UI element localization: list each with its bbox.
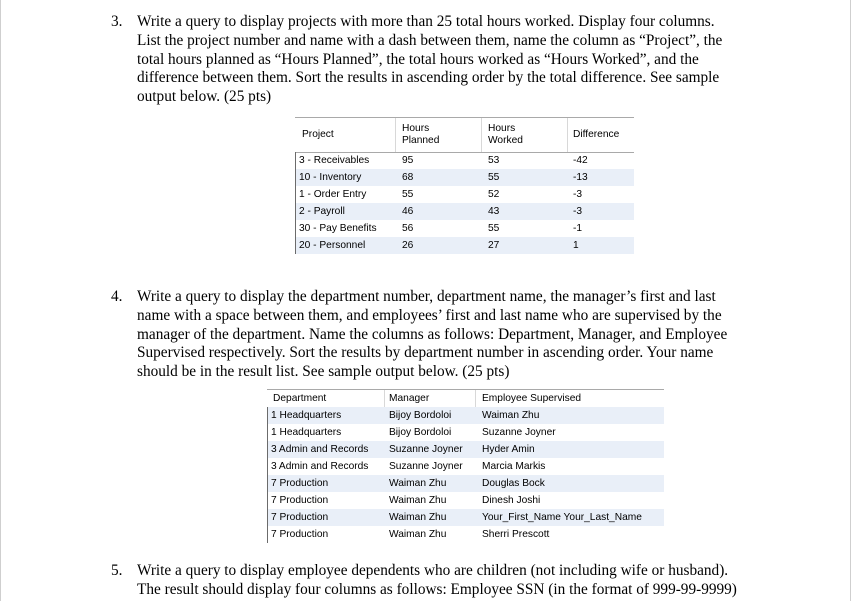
cell-project: 20 - Personnel xyxy=(299,240,366,251)
cell-employee-supervised: Your_First_Name Your_Last_Name xyxy=(482,512,642,523)
cell-project: 3 - Receivables xyxy=(299,155,370,166)
cell-department: 1 Headquarters xyxy=(271,410,342,421)
cell-hours-worked: 52 xyxy=(488,189,500,200)
cell-employee-supervised: Hyder Amin xyxy=(482,444,535,455)
table-row xyxy=(295,203,634,220)
question-line: Supervised respectively. Sort the results by department number in ascending order. Your name xyxy=(137,344,714,362)
column-divider xyxy=(475,390,476,407)
column-divider xyxy=(395,118,396,152)
question-line: List the project number and name with a dash between them, name the column as “Project”, the xyxy=(137,31,723,49)
table-row xyxy=(267,424,664,441)
table-row xyxy=(267,526,664,543)
cell-department: 7 Production xyxy=(271,495,329,506)
column-divider xyxy=(567,118,568,152)
cell-hours-worked: 53 xyxy=(488,155,500,166)
cell-employee-supervised: Douglas Bock xyxy=(482,478,545,489)
question-line: name with a space between them, and employees’ first and last name who are supervised by the xyxy=(137,306,722,324)
cell-manager: Waiman Zhu xyxy=(389,495,447,506)
cell-manager: Bijoy Bordoloi xyxy=(389,427,452,438)
cell-difference: -3 xyxy=(573,206,583,217)
cell-hours-planned: 95 xyxy=(402,155,414,166)
table-row xyxy=(295,220,634,237)
table-row xyxy=(295,169,634,186)
cell-employee-supervised: Suzanne Joyner xyxy=(482,427,556,438)
cell-department: 7 Production xyxy=(271,529,329,540)
question-number: 4. xyxy=(111,288,123,305)
cell-department: 3 Admin and Records xyxy=(271,461,369,472)
table-row xyxy=(295,152,634,169)
column-header-project: Project xyxy=(302,129,334,140)
cell-manager: Suzanne Joyner xyxy=(389,461,463,472)
table-row xyxy=(267,458,664,475)
question-line: total hours planned as “Hours Planned”, the total hours worked as “Hours Worked”, and the xyxy=(137,50,699,68)
question-line: Write a query to display the department number, department name, the manager’s first and last xyxy=(137,288,716,305)
question-text xyxy=(137,13,722,107)
cell-manager: Suzanne Joyner xyxy=(389,444,463,455)
cell-department: 1 Headquarters xyxy=(271,427,342,438)
cell-hours-worked: 43 xyxy=(488,206,500,217)
cell-project: 2 - Payroll xyxy=(299,206,345,217)
cell-employee-supervised: Dinesh Joshi xyxy=(482,495,541,506)
column-header-department: Department xyxy=(273,392,327,404)
question-line: The result should display four columns as follows: Employee SSN (in the format of 999-99-9999) xyxy=(137,580,737,598)
question-line: difference between them. Sort the results in ascending order by the total difference. See sample xyxy=(137,69,720,87)
cell-project: 30 - Pay Benefits xyxy=(299,223,377,234)
table-row xyxy=(295,186,634,203)
cell-department: 3 Admin and Records xyxy=(271,444,369,455)
column-divider xyxy=(384,390,385,407)
cell-difference: -3 xyxy=(573,189,583,200)
row-selector-bar xyxy=(295,152,296,254)
question-line: output below. (25 pts) xyxy=(137,88,272,106)
cell-employee-supervised: Sherri Prescott xyxy=(482,529,550,540)
question-line: manager of the department. Name the columns as follows: Department, Manager, and Employee xyxy=(137,325,728,343)
cell-hours-worked: 55 xyxy=(488,223,500,234)
cell-employee-supervised: Marcia Markis xyxy=(482,461,546,472)
cell-project: 1 - Order Entry xyxy=(299,189,367,200)
column-divider xyxy=(481,118,482,152)
cell-department: 7 Production xyxy=(271,512,329,523)
question-line: Write a query to display employee dependents who are children (not including wife or husband). xyxy=(137,562,729,579)
cell-manager: Waiman Zhu xyxy=(389,512,447,523)
row-selector-bar xyxy=(267,407,268,543)
column-header-manager: Manager xyxy=(389,392,430,404)
table-row xyxy=(267,492,664,509)
cell-hours-planned: 46 xyxy=(402,206,414,217)
sample-output-grid-projects xyxy=(295,117,634,263)
question-line: Write a query to display projects with more than 25 total hours worked. Display four columns. xyxy=(137,13,715,30)
table-row xyxy=(267,509,664,526)
table-row xyxy=(267,475,664,492)
cell-employee-supervised: Waiman Zhu xyxy=(482,410,540,421)
cell-difference: -1 xyxy=(573,223,583,234)
column-header-hours-worked: Hours Worked xyxy=(488,123,523,146)
question-text xyxy=(137,562,737,600)
table-row xyxy=(267,407,664,424)
cell-manager: Waiman Zhu xyxy=(389,478,447,489)
cell-hours-planned: 68 xyxy=(402,172,414,183)
column-header-difference: Difference xyxy=(573,129,620,140)
question-number: 3. xyxy=(111,13,123,30)
cell-difference: 1 xyxy=(573,240,579,251)
cell-department: 7 Production xyxy=(271,478,329,489)
cell-project: 10 - Inventory xyxy=(299,172,362,183)
cell-difference: -42 xyxy=(573,155,588,166)
cell-hours-worked: 55 xyxy=(488,172,500,183)
question-number: 5. xyxy=(111,562,123,579)
cell-hours-worked: 27 xyxy=(488,240,500,251)
table-row xyxy=(295,237,634,254)
grid-header xyxy=(267,389,664,408)
table-row xyxy=(267,441,664,458)
cell-hours-planned: 56 xyxy=(402,223,414,234)
column-header-employee-supervised: Employee Supervised xyxy=(482,392,582,404)
sample-output-grid-departments xyxy=(267,389,664,547)
cell-manager: Waiman Zhu xyxy=(389,529,447,540)
cell-manager: Bijoy Bordoloi xyxy=(389,410,452,421)
question-text xyxy=(137,288,727,382)
column-header-hours-planned: Hours Planned xyxy=(402,123,440,146)
cell-difference: -13 xyxy=(573,172,588,183)
question-line: should be in the result list. See sample output below. (25 pts) xyxy=(137,363,510,381)
cell-hours-planned: 26 xyxy=(402,240,414,251)
grid-header xyxy=(295,117,634,153)
cell-hours-planned: 55 xyxy=(402,189,414,200)
